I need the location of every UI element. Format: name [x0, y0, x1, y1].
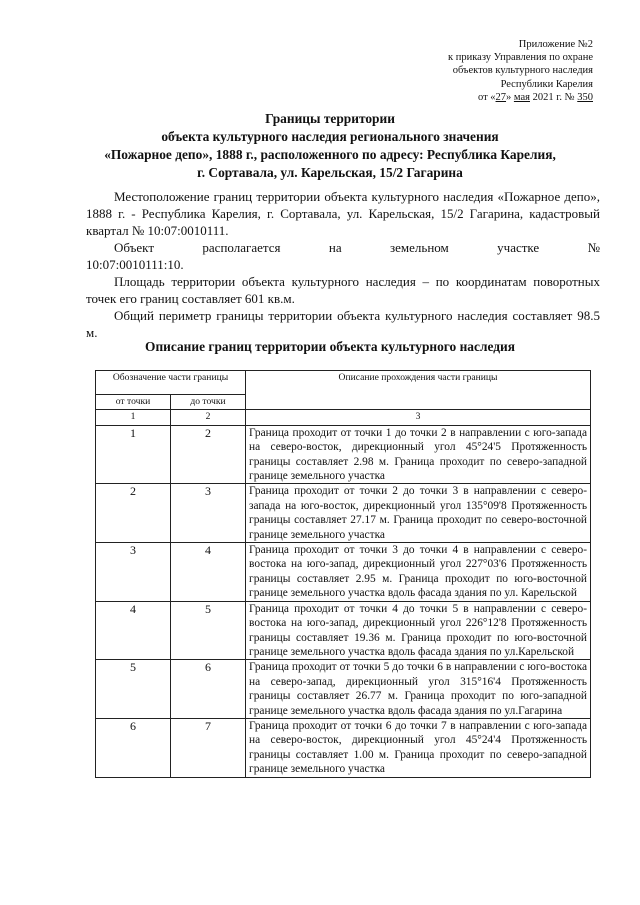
order-month: мая	[513, 91, 530, 103]
order-number: 350	[577, 91, 593, 103]
column-number-3: 3	[246, 410, 591, 425]
table-row	[96, 660, 591, 719]
row-description: Граница проходит от точки 2 до точки 3 в направлении с северо-запада на юго-восток, дирекционный угол 135°09'8 Протяженность границы составляет 27.17 м. Граница проходит по северо-восточной границе земельного участка	[246, 484, 591, 543]
table-row	[96, 484, 591, 543]
title-line-3: «Пожарное депо», 1888 г., расположенного по адресу: Республика Карелия,	[104, 147, 556, 162]
row-from: 4	[96, 601, 171, 660]
row-from: 3	[96, 543, 171, 602]
perimeter-paragraph: Общий периметр границы территории объекта культурного наследия составляет 98.5 м.	[86, 308, 600, 340]
header-from-cell: от точки	[96, 395, 171, 410]
table-row	[96, 718, 591, 777]
appendix-header	[373, 38, 593, 104]
row-description: Граница проходит от точки 5 до точки 6 в направлении с юго-востока на северо-запад, дирекционный угол 315°16'4 Протяженность границы составляет 26.77 м. Граница проходит по юго-западной границе земельного участка вдоль фасада здания по ул.Гагарина	[246, 660, 591, 719]
description-text	[86, 188, 600, 341]
area-paragraph: Площадь территории объекта культурного наследия – по координатам поворотных точек его границ составляет 601 кв.м.	[86, 274, 600, 306]
title-line-1: Границы территории	[265, 111, 395, 126]
column-number-1: 1	[96, 410, 171, 425]
row-description: Граница проходит от точки 3 до точки 4 в направлении с северо-востока на юго-запад, дирекционный угол 227°03'6 Протяженность границы составляет 2.95 м. Граница проходит по юго-восточной границе земельного участка вдоль фасада здания по ул. Карельской	[246, 543, 591, 602]
header-to-cell: до точки	[171, 395, 246, 410]
table-row	[96, 601, 591, 660]
row-to: 2	[171, 425, 246, 484]
header-desc-cell: Описание прохождения части границы	[246, 371, 591, 410]
row-description: Граница проходит от точки 4 до точки 5 в направлении с северо-востока на юго-запад, дирекционный угол 226°12'8 Протяженность границы составляет 19.36 м. Граница проходит по юго-восточной границе земельного участка вдоль фасада здания по ул.Карельской	[246, 601, 591, 660]
table-row	[96, 543, 591, 602]
row-description: Граница проходит от точки 1 до точки 2 в направлении с юго-запада на северо-восток, дирекционный угол 45°24'5 Протяженность границы составляет 2.98 м. Граница проходит по северо-западной границе земельного участка	[246, 425, 591, 484]
row-from: 6	[96, 718, 171, 777]
row-to: 4	[171, 543, 246, 602]
column-number-2: 2	[171, 410, 246, 425]
row-from: 5	[96, 660, 171, 719]
order-reference-2: объектов культурного наследия	[452, 65, 593, 77]
land-plot-paragraph: Объект располагается на земельном участке № 10:07:0010111:10.	[86, 240, 600, 272]
row-to: 5	[171, 601, 246, 660]
table-heading: Описание границ территории объекта культурного наследия	[145, 339, 515, 354]
location-paragraph: Местоположение границ территории объекта культурного наследия «Пожарное депо», 1888 г. - Республика Карелия, г. Сортавала, ул. Карельская, 15/2 Гагарина, кадастровый квартал № 10:07:0010111.	[86, 189, 600, 238]
row-description: Граница проходит от точки 6 до точки 7 в направлении с юго-запада на северо-восток, дирекционный угол 45°24'4 Протяженность границы составляет 1.00 м. Граница проходит по северо-западной границе земельного участка	[246, 718, 591, 777]
table-row	[96, 425, 591, 484]
order-reference: к приказу Управления по охране	[448, 52, 593, 64]
row-to: 7	[171, 718, 246, 777]
title-line-4: г. Сортавала, ул. Карельская, 15/2 Гагарина	[197, 165, 463, 180]
document-title	[60, 110, 600, 182]
row-to: 6	[171, 660, 246, 719]
row-from: 1	[96, 425, 171, 484]
row-to: 3	[171, 484, 246, 543]
row-from: 2	[96, 484, 171, 543]
order-reference-3: Республики Карелия	[500, 78, 593, 90]
order-day: 27	[495, 91, 507, 103]
appendix-number: Приложение №2	[518, 39, 593, 50]
order-date: от «27» мая 2021 г. № 350	[477, 91, 593, 103]
title-line-2: объекта культурного наследия регионального значения	[161, 129, 499, 144]
boundaries-table	[95, 370, 591, 778]
header-part-cell: Обозначение части границы	[96, 371, 246, 395]
